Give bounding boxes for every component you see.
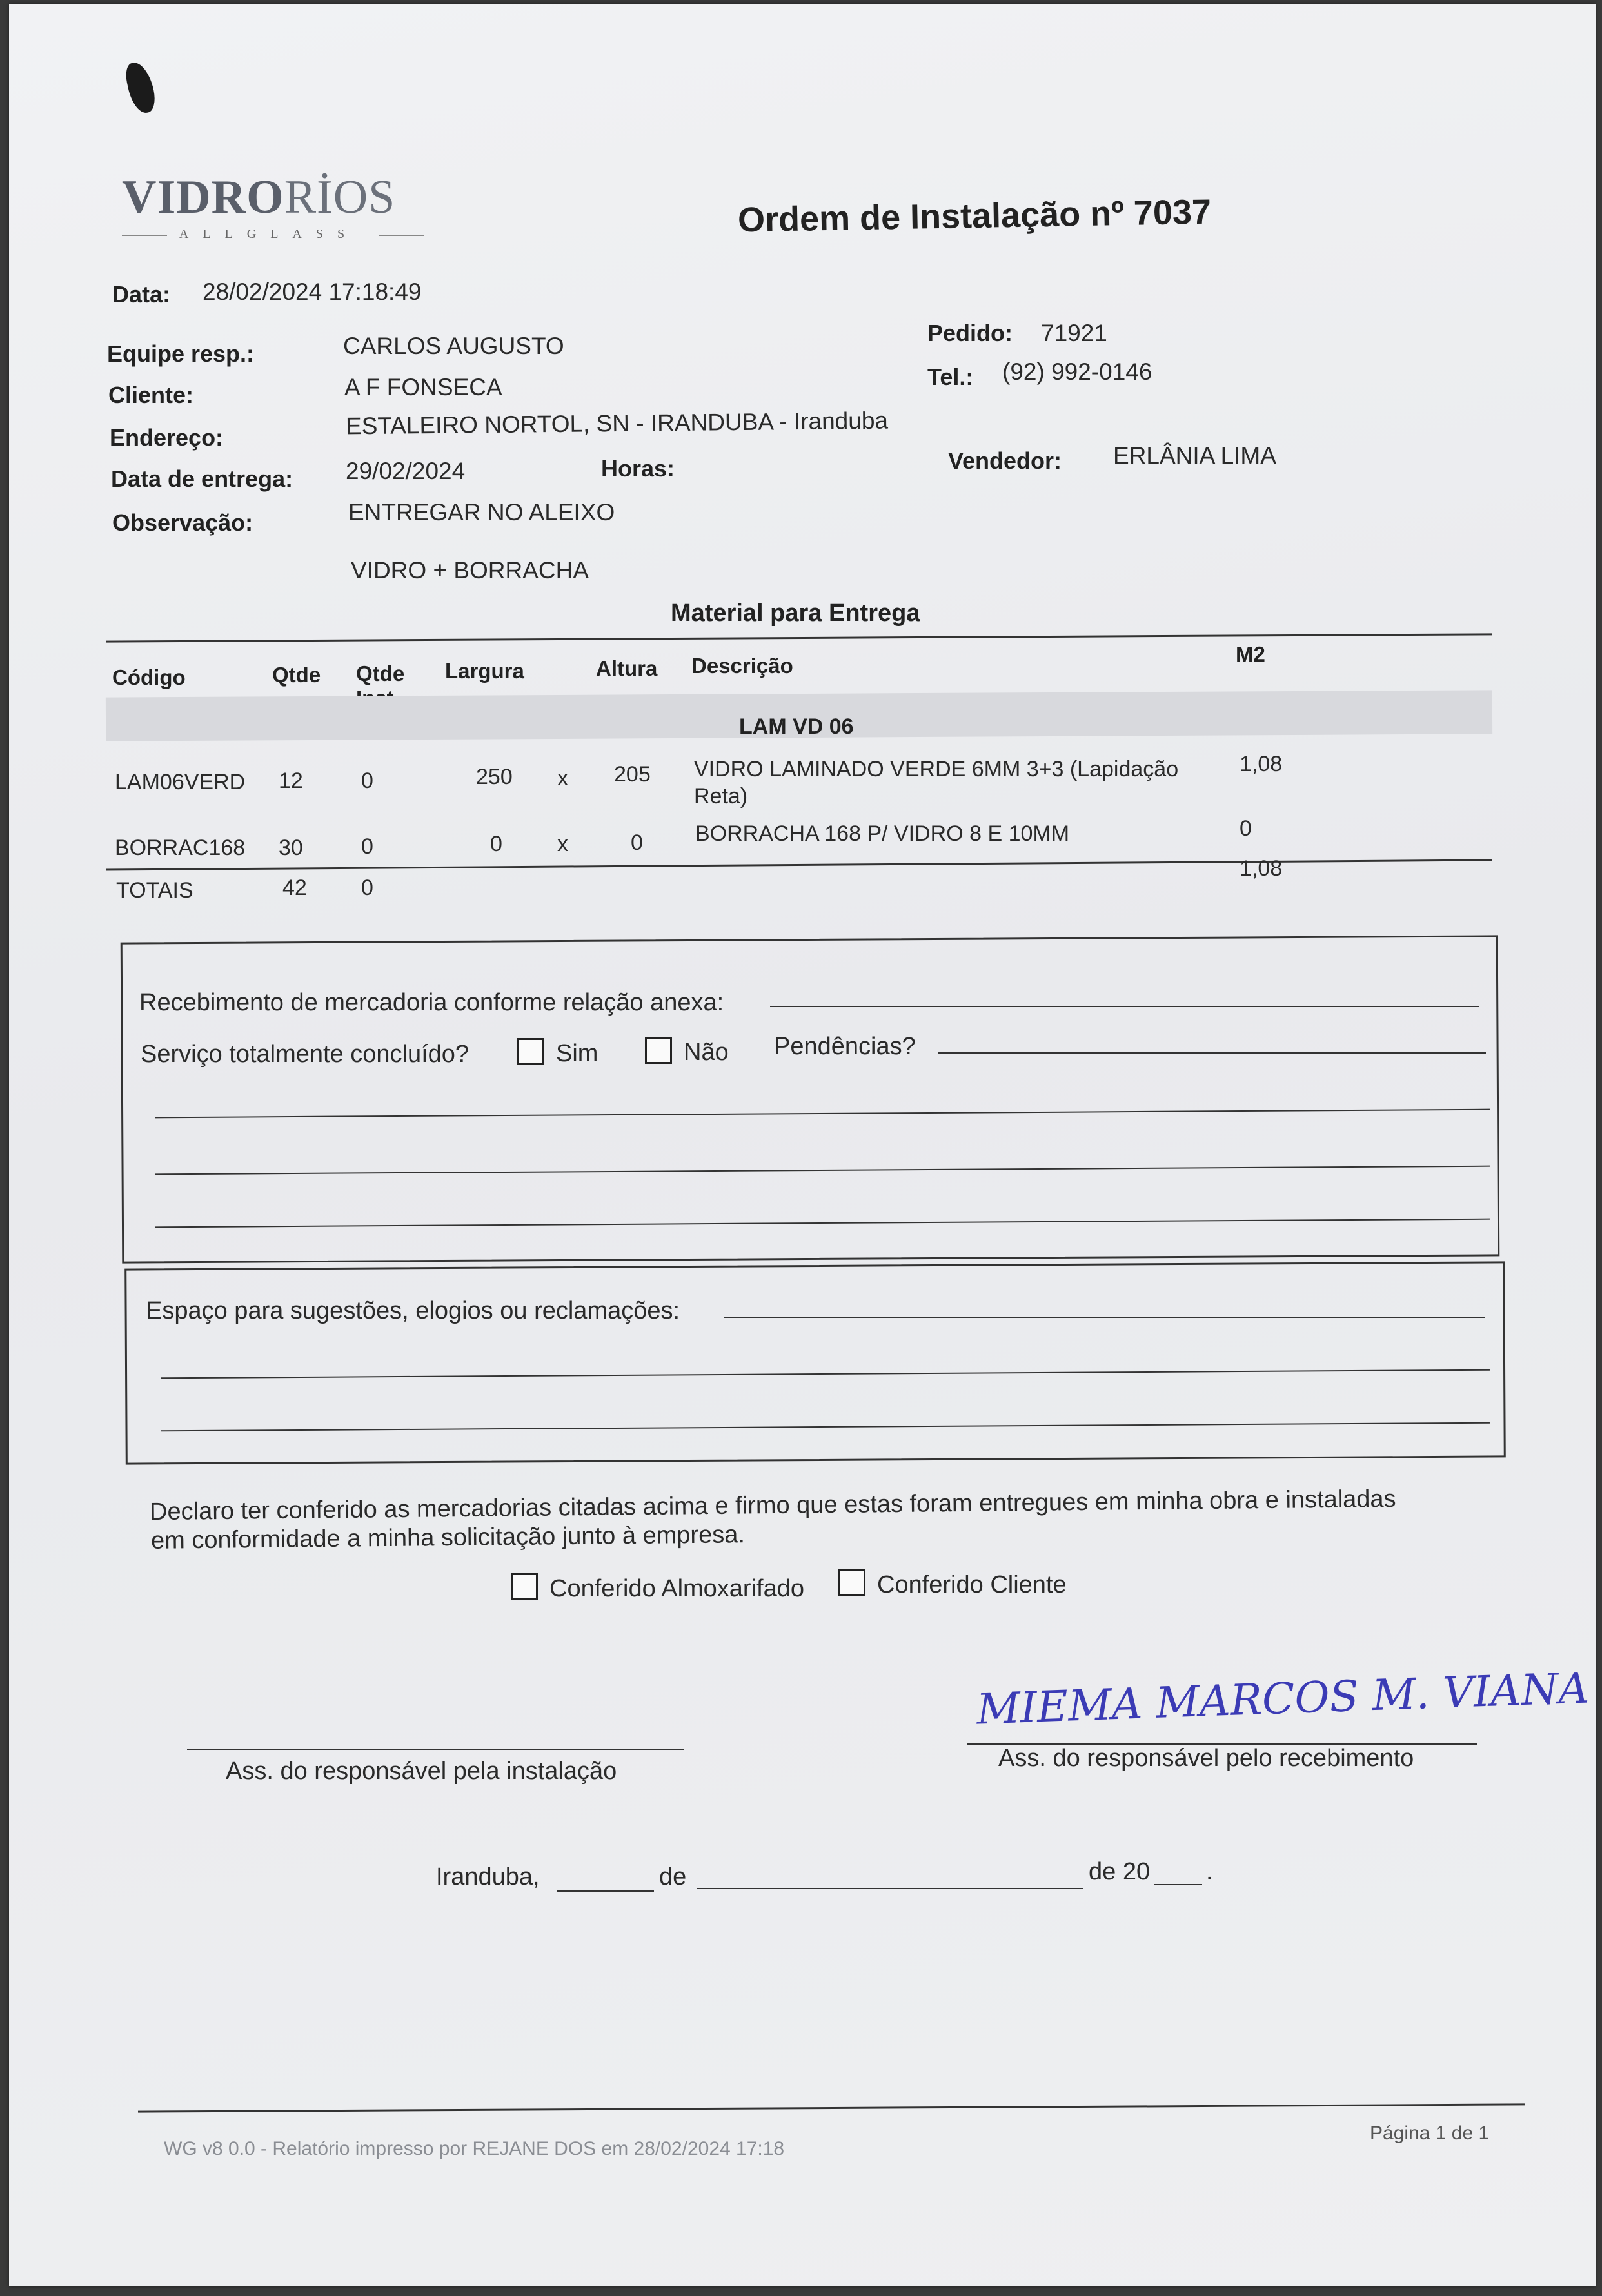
footer-rule xyxy=(138,2103,1525,2112)
receipt-box xyxy=(121,935,1500,1263)
col-m2: M2 xyxy=(1236,642,1265,666)
row1-descricao-2: Reta) xyxy=(694,784,748,809)
row1-x: x xyxy=(557,766,568,790)
declaration-line-2: em conformidade a minha solicitação junto à empresa. xyxy=(150,1521,746,1555)
row2-largura: 0 xyxy=(490,832,502,856)
conferido-cliente-label: Conferido Cliente xyxy=(877,1571,1067,1598)
nao-option[interactable] xyxy=(645,1037,729,1066)
col-qtde: Qtde xyxy=(272,663,321,687)
day-line[interactable] xyxy=(557,1890,654,1892)
pendencias-label: Pendências? xyxy=(774,1033,916,1060)
suggestions-label: Espaço para sugestões, elogios ou reclamações: xyxy=(146,1297,680,1324)
place-city: Iranduba, xyxy=(436,1863,540,1890)
table-top-rule xyxy=(106,633,1492,642)
logo-tagline: ALLGLASS xyxy=(127,227,411,242)
row2-qtde: 30 xyxy=(279,836,303,860)
document-page xyxy=(9,4,1596,2286)
page-title: Ordem de Instalação nº 7037 xyxy=(737,192,1212,240)
row1-m2: 1,08 xyxy=(1240,752,1283,776)
totals-rule xyxy=(106,859,1492,870)
cliente-value: A F FONSECA xyxy=(344,374,502,400)
row2-qtde-inst: 0 xyxy=(361,834,373,859)
declaration-line-1: Declaro ter conferido as mercadorias citadas acima e firmo que estas foram entregues em minha obra e instaladas xyxy=(149,1485,1396,1526)
row2-descricao: BORRACHA 168 P/ VIDRO 8 E 10MM xyxy=(695,821,1070,846)
group-label: LAM VD 06 xyxy=(739,714,854,739)
row1-qtde-inst: 0 xyxy=(361,769,373,793)
company-logo xyxy=(122,170,396,241)
vendedor-value: ERLÂNIA LIMA xyxy=(1113,442,1276,469)
receipt-fill-line xyxy=(770,1006,1479,1007)
tel-value: (92) 992-0146 xyxy=(1002,358,1152,385)
col-codigo: Código xyxy=(112,665,186,689)
footer-printed-by: WG v8 0.0 - Relatório impresso por REJANE DOS em 28/02/2024 17:18 xyxy=(164,2138,785,2159)
nao-checkbox[interactable] xyxy=(645,1037,672,1064)
installer-signature-label: Ass. do responsável pela instalação xyxy=(226,1758,617,1785)
suggestions-fill-line xyxy=(724,1317,1485,1318)
tel-label: Tel.: xyxy=(927,364,974,390)
col-qtde-inst: Qtde xyxy=(356,662,405,685)
place-period: . xyxy=(1206,1858,1213,1885)
equipe-label: Equipe resp.: xyxy=(107,340,255,367)
logo-wordmark xyxy=(122,170,395,225)
row1-largura: 250 xyxy=(476,765,513,789)
recipient-signature-label: Ass. do responsável pelo recebimento xyxy=(998,1745,1414,1772)
conferido-almox-label: Conferido Almoxarifado xyxy=(549,1575,804,1602)
data-value: 28/02/2024 17:18:49 xyxy=(203,279,422,305)
conferido-almox-checkbox[interactable] xyxy=(511,1573,538,1600)
conferido-cliente-checkbox[interactable] xyxy=(838,1569,865,1596)
conferido-almox-option[interactable] xyxy=(511,1573,804,1603)
month-line[interactable] xyxy=(697,1888,1083,1889)
row2-altura: 0 xyxy=(631,830,643,855)
cliente-label: Cliente: xyxy=(108,382,194,408)
vendedor-label: Vendedor: xyxy=(948,447,1062,474)
sim-option[interactable] xyxy=(517,1038,598,1068)
place-de-20: de 20 xyxy=(1089,1858,1151,1885)
place-de-1: de xyxy=(659,1863,687,1890)
footer-page-number: Página 1 de 1 xyxy=(1370,2123,1490,2144)
sim-label: Sim xyxy=(556,1040,598,1067)
data-entrega-value: 29/02/2024 xyxy=(346,458,466,484)
punch-hole xyxy=(123,60,158,115)
col-largura: Largura xyxy=(445,659,524,683)
receipt-line: Recebimento de mercadoria conforme relação anexa: xyxy=(139,989,724,1016)
totals-qtde-inst: 0 xyxy=(361,876,373,900)
row1-qtde: 12 xyxy=(279,769,303,793)
observacao-value: ENTREGAR NO ALEIXO xyxy=(348,499,615,525)
year-line[interactable] xyxy=(1154,1884,1202,1885)
suggestions-box xyxy=(124,1261,1506,1464)
nao-label: Não xyxy=(684,1039,729,1066)
service-question: Serviço totalmente concluído? xyxy=(141,1041,470,1068)
observacao-value-2: VIDRO + BORRACHA xyxy=(351,557,589,584)
totals-label: TOTAIS xyxy=(116,878,193,903)
sim-checkbox[interactable] xyxy=(517,1038,544,1065)
equipe-value: CARLOS AUGUSTO xyxy=(343,333,564,359)
pedido-label: Pedido: xyxy=(927,320,1013,346)
data-entrega-label: Data de entrega: xyxy=(111,466,293,492)
conferido-cliente-option[interactable] xyxy=(838,1569,1067,1599)
totals-qtde: 42 xyxy=(282,876,307,900)
row2-codigo: BORRAC168 xyxy=(115,836,246,860)
endereco-label: Endereço: xyxy=(110,424,224,451)
data-label: Data: xyxy=(112,281,171,308)
horas-label: Horas: xyxy=(601,455,675,482)
row1-altura: 205 xyxy=(614,762,651,787)
totals-m2: 1,08 xyxy=(1240,856,1283,881)
material-title: Material para Entrega xyxy=(671,600,920,627)
logo-brand-light: RİOS xyxy=(284,171,396,224)
row1-descricao: VIDRO LAMINADO VERDE 6MM 3+3 (Lapidação xyxy=(694,757,1179,781)
endereco-value: ESTALEIRO NORTOL, SN - IRANDUBA - Iranduba xyxy=(345,407,889,440)
pendencias-line xyxy=(938,1052,1486,1054)
installer-signature-line xyxy=(187,1749,684,1750)
row1-codigo: LAM06VERD xyxy=(115,770,246,794)
row2-m2: 0 xyxy=(1240,816,1252,841)
observacao-label: Observação: xyxy=(112,509,253,536)
pedido-value: 71921 xyxy=(1041,320,1107,346)
col-altura: Altura xyxy=(596,656,658,680)
row2-x: x xyxy=(557,832,568,856)
logo-brand-bold: VIDRO xyxy=(122,171,284,224)
recipient-signature: MIEMA MARCOS M. VIANA xyxy=(975,1663,1590,1734)
col-descricao: Descrição xyxy=(691,654,793,678)
